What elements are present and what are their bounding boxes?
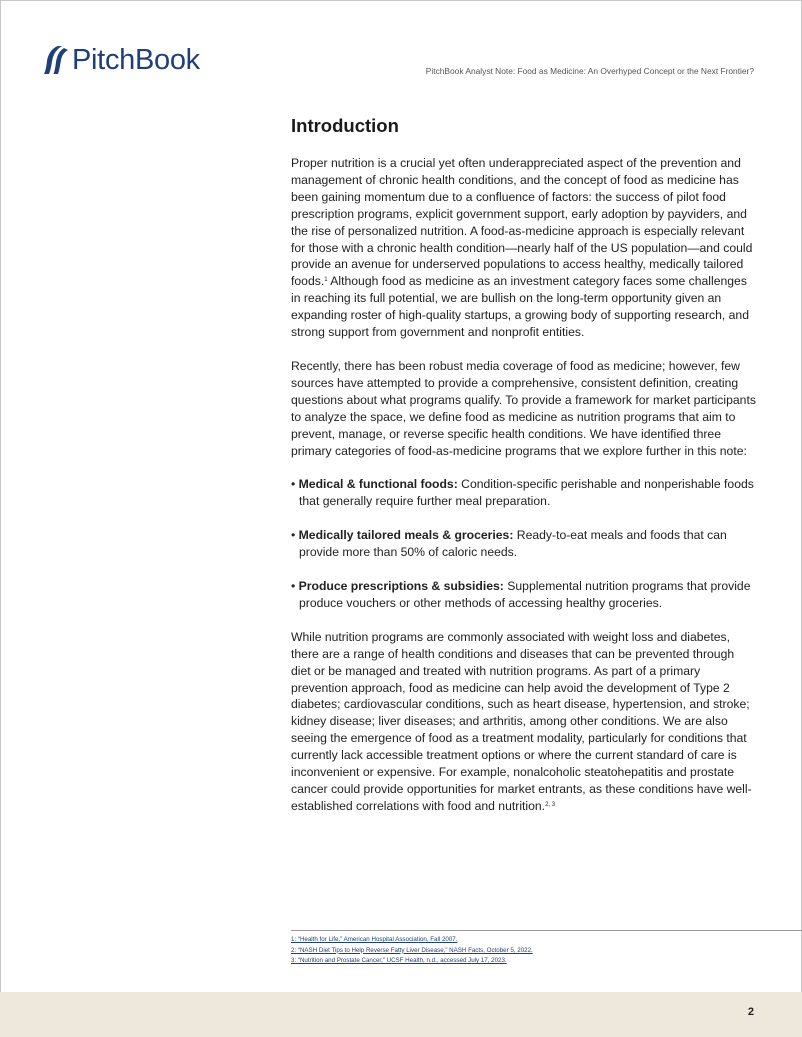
- footnote-ref-1[interactable]: 1: [324, 277, 328, 284]
- paragraph-text: Although food as medicine as an investment category faces some challenges in reaching its full potential, we are bullish on the long-term opportunity given an expanding roster of high-quality startups, a growing body of supporting research, and strong support from government and nonprofit entities.: [291, 274, 749, 340]
- main-content: [291, 114, 757, 832]
- pitchbook-logo: [43, 44, 200, 76]
- intro-paragraph-2: Recently, there has been robust media coverage of food as medicine; however, few sources have attempted to provide a comprehensive, consistent definition, creating questions about what programs qualify. To provide a framework for market participants to analyze the space, we define food as medicine as nutrition programs that aim to prevent, manage, or reverse specific health conditions. We have identified three primary categories of food-as-medicine programs that we explore further in this note:: [291, 358, 756, 458]
- paragraph-text: While nutrition programs are commonly associated with weight loss and diabetes, there are a range of health conditions and diseases that can be prevented through diet or be managed and treated with nutrition programs. As part of a primary prevention approach, food as medicine can help avoid the development of Type 2 diabetes; cardiovascular conditions, such as heart disease, hypertension, and stroke; kidney disease; liver diseases; and arthritis, among other conditions. We are also seeing the emergence of food as a treatment modality, particularly for conditions that currently lack accessible treatment options or where the current standard of care is inconvenient or expensive. For example, nonalcoholic steatohepatitis and prostate cancer could provide opportunities for market entrants, as these conditions have well-established correlations with food and nutrition.: [291, 629, 752, 813]
- category-description: Condition-specific perishable and nonperishable foods that generally require further meal preparation.: [299, 477, 754, 509]
- footnote-divider: [291, 930, 802, 931]
- footnotes: [291, 935, 533, 967]
- paragraph-text: Proper nutrition is a crucial yet often underappreciated aspect of the prevention and management of chronic health conditions, and the concept of food as medicine has been gaining momentum due to a confluence of factors: the success of pilot food prescription programs, explicit government support, early adoption by payviders, and the rise of personalized nutrition. A food-as-medicine approach is especially relevant for those with a chronic health condition—nearly half of the US population—and could provide an avenue for underserved populations to access healthy, medically tailored foods.: [291, 156, 753, 289]
- page-footer: [0, 992, 802, 1037]
- list-item: [291, 527, 757, 561]
- bullet: •: [291, 528, 299, 543]
- footnote-link-3[interactable]: 3: “Nutrition and Prostate Cancer,” UCSF Health, n.d., accessed July 17, 2023.: [291, 957, 507, 964]
- intro-paragraph-3: [291, 629, 757, 815]
- section-heading: Introduction: [291, 115, 399, 136]
- list-item: [291, 578, 757, 612]
- category-description: Ready-to-eat meals and foods that can provide more than 50% of caloric needs.: [299, 528, 727, 560]
- category-title: Medically tailored meals & groceries:: [298, 528, 514, 543]
- logo-text: PitchBook: [72, 44, 200, 76]
- intro-paragraph-1: [291, 155, 757, 341]
- bullet: •: [291, 477, 299, 492]
- category-description: Supplemental nutrition programs that provide produce vouchers or other methods of accessing healthy groceries.: [299, 579, 751, 610]
- bullet: •: [291, 579, 299, 594]
- category-list: [291, 476, 757, 611]
- document-header-title: PitchBook Analyst Note: Food as Medicine: An Overhyped Concept or the Next Frontier?: [425, 66, 754, 76]
- footnote-link-2[interactable]: 2: “NASH Diet Tips to Help Reverse Fatty Liver Disease,” NASH Facts, October 5, 2022.: [291, 946, 533, 954]
- list-item: [291, 476, 757, 510]
- pitchbook-mark-icon: [43, 45, 69, 75]
- footnote-link-1[interactable]: 1: “Health for Life,” American Hospital Association, Fall 2007.: [291, 936, 458, 943]
- page-number: 2: [747, 1006, 754, 1018]
- category-title: Produce prescriptions & subsidies:: [298, 579, 504, 594]
- footnote-ref-2-3[interactable]: 2, 3: [545, 801, 556, 808]
- category-title: Medical & functional foods:: [298, 477, 458, 492]
